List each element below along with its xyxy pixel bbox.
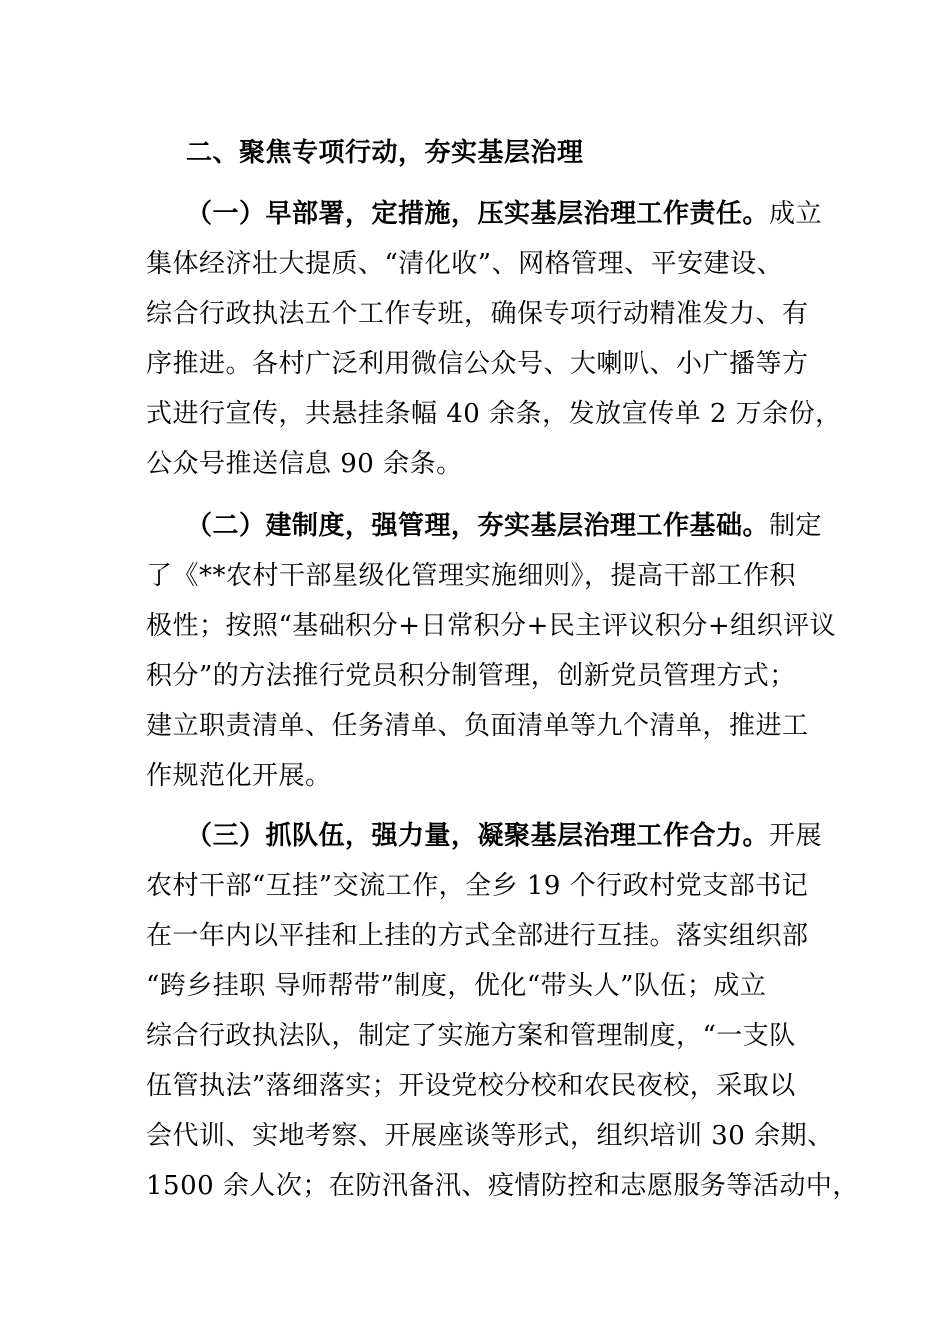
paragraph-3-line-3: 在一年内以平挂和上挂的方式全部进行互挂。落实组织部	[146, 921, 809, 951]
paragraph-2-first-line	[186, 508, 822, 544]
paragraph-1-lead: （一）早部署，定措施，压实基层治理工作责任。	[186, 199, 770, 229]
paragraph-1-line-6: 公众号推送信息 90 余条。	[146, 449, 463, 479]
paragraph-1-line-2: 集体经济壮大提质、“清化收”、网格管理、平安建设、	[146, 249, 784, 279]
paragraph-3-line-5: 综合行政执法队，制定了实施方案和管理制度，“一支队	[146, 1021, 796, 1051]
paragraph-1-line-3: 综合行政执法五个工作专班，确保专项行动精准发力、有	[146, 299, 809, 329]
paragraph-3-first-line	[186, 818, 822, 854]
paragraph-1-line-5: 式进行宣传，共悬挂条幅 40 余条，发放宣传单 2 万余份，	[146, 399, 842, 429]
paragraph-2-line-5: 建立职责清单、任务清单、负面清单等九个清单，推进工	[146, 711, 809, 741]
paragraph-3-lead: （三）抓队伍，强力量，凝聚基层治理工作合力。	[186, 821, 770, 851]
paragraph-1-line-4: 序推进。各村广泛利用微信公众号、大喇叭、小广播等方	[146, 349, 809, 379]
paragraph-3-line-6: 伍管执法”落细落实；开设党校分校和农民夜校，采取以	[146, 1071, 796, 1101]
paragraph-2-line-1: 制定	[769, 511, 823, 541]
paragraph-2-line-3: 极性；按照“基础积分+日常积分+民主评议积分+组织评议	[146, 611, 837, 641]
section-heading: 二、聚焦专项行动，夯实基层治理	[186, 138, 584, 168]
paragraph-3-line-1: 开展	[769, 821, 823, 851]
paragraph-3-line-4: “跨乡挂职 导师帮带”制度，优化“带头人”队伍；成立	[146, 971, 767, 1001]
paragraph-1-line-1: 成立	[769, 199, 823, 229]
paragraph-1-first-line	[186, 196, 822, 232]
paragraph-2-line-6: 作规范化开展。	[146, 761, 332, 791]
paragraph-2-line-2: 了《**农村干部星级化管理实施细则》，提高干部工作积	[146, 561, 797, 591]
paragraph-2-lead: （二）建制度，强管理，夯实基层治理工作基础。	[186, 511, 770, 541]
paragraph-3-line-7: 会代训、实地考察、开展座谈等形式，组织培训 30 余期、	[146, 1121, 834, 1151]
paragraph-3-line-8: 1500 余人次；在防汛备汛、疫情防控和志愿服务等活动中，	[146, 1171, 859, 1201]
paragraph-3-line-2: 农村干部“互挂”交流工作，全乡 19 个行政村党支部书记	[146, 871, 809, 901]
paragraph-2-line-4: 积分”的方法推行党员积分制管理，创新党员管理方式；	[146, 661, 796, 691]
